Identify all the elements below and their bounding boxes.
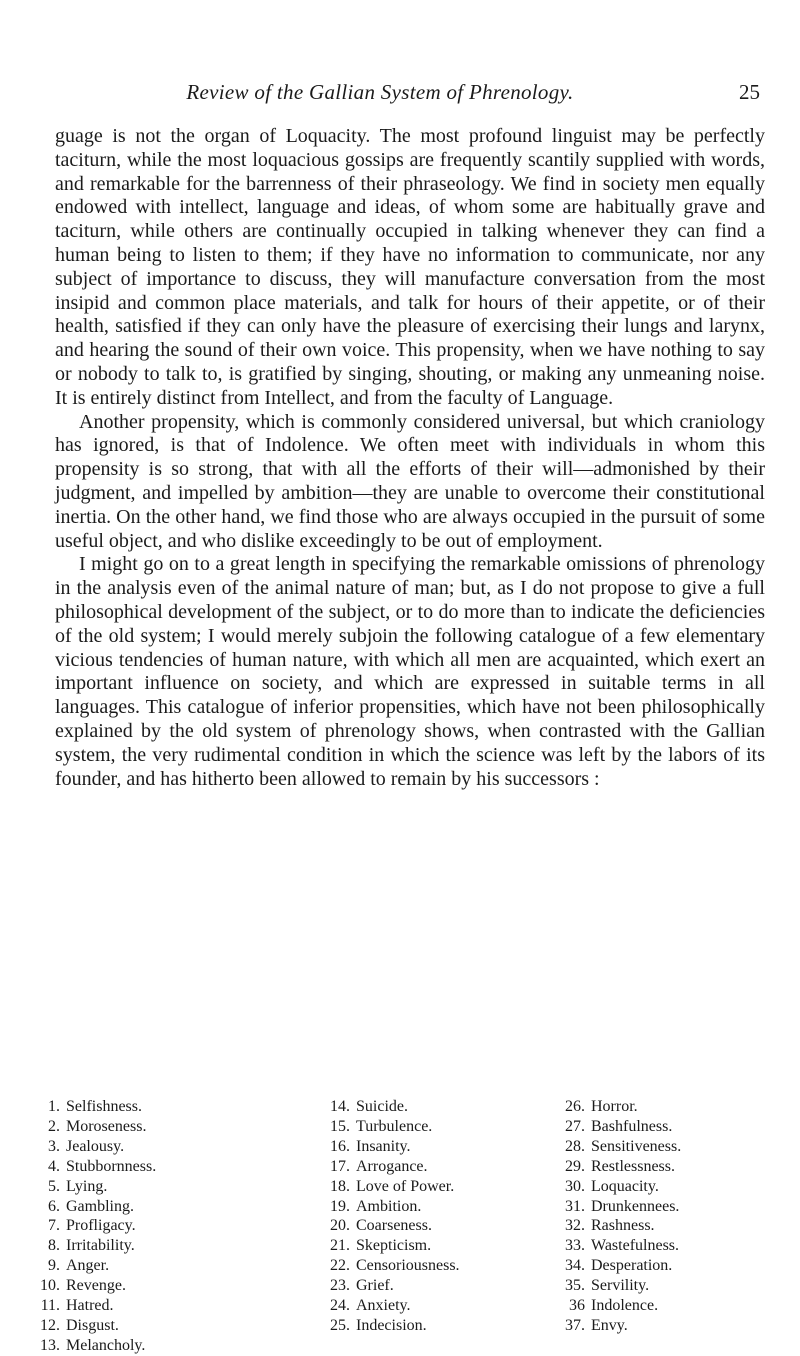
catalogue-column-2 [318, 1097, 548, 1336]
catalogue-column-1 [28, 1097, 268, 1356]
catalogue-item-number: 37. [565, 1316, 585, 1334]
catalogue-item-name: Sensitiveness. [591, 1137, 682, 1155]
catalogue-item-number: 12. [40, 1316, 60, 1334]
catalogue-item-name: Servility. [591, 1277, 650, 1295]
catalogue-item-number: 31. [565, 1197, 585, 1215]
catalogue-item [28, 1137, 268, 1157]
paragraph: Another propensity, which is commonly considered universal, but which craniology has ignored, is that of Indolence. We often meet with individuals in whom this propensity is so strong, that with all the efforts of their will—admonished by their judgment, and impelled by ambition—they are unable to overcome their constitutional inertia. On the other hand, we find those who are always occupied in the pursuit of some useful object, and who dislike exceedingly to be out of employment. [55, 410, 765, 552]
catalogue-item [318, 1316, 548, 1336]
catalogue-item-name: Indecision. [356, 1316, 427, 1334]
catalogue-item-name: Stubbornness. [66, 1157, 157, 1175]
catalogue-item-name: Loquacity. [591, 1177, 659, 1195]
catalogue-item [28, 1117, 268, 1137]
catalogue-item-name: Hatred. [66, 1297, 114, 1315]
catalogue-item-number: 5. [48, 1177, 60, 1195]
catalogue-item-number: 23. [330, 1277, 350, 1295]
catalogue-item-number: 24. [330, 1297, 350, 1315]
catalogue-item-name: Restlessness. [591, 1157, 675, 1175]
catalogue-item-name: Suicide. [356, 1098, 408, 1115]
catalogue-item-number: 30. [565, 1177, 585, 1195]
catalogue-item [553, 1216, 783, 1236]
catalogue-item [553, 1296, 783, 1316]
catalogue-item-name: Horror. [591, 1098, 638, 1115]
catalogue-item-name: Gambling. [66, 1197, 134, 1215]
body-text [55, 125, 765, 791]
catalogue-item [318, 1236, 548, 1256]
catalogue-item [28, 1177, 268, 1197]
catalogue-item-number: 36 [569, 1297, 585, 1315]
catalogue-item-name: Wastefulness. [591, 1237, 680, 1255]
catalogue-item [553, 1137, 783, 1157]
catalogue-item-name: Envy. [591, 1316, 628, 1334]
catalogue-item-number: 22. [330, 1257, 350, 1275]
catalogue-item-name: Insanity. [356, 1137, 411, 1155]
catalogue-item [318, 1216, 548, 1236]
catalogue-item-number: 35. [565, 1277, 585, 1295]
catalogue-item-number: 25. [330, 1316, 350, 1334]
catalogue-item [28, 1296, 268, 1316]
page-header [0, 80, 800, 110]
catalogue-item-number: 26. [565, 1098, 585, 1115]
catalogue-item-number: 2. [48, 1117, 60, 1135]
catalogue-item-number: 10. [40, 1277, 60, 1295]
catalogue-item-name: Melancholy. [66, 1336, 146, 1354]
catalogue-item-name: Lying. [66, 1177, 108, 1195]
catalogue-item-number: 14. [330, 1098, 350, 1115]
catalogue-item [28, 1316, 268, 1336]
catalogue-item-number: 8. [48, 1237, 60, 1255]
catalogue-item [318, 1296, 548, 1316]
catalogue-item-name: Ambition. [356, 1197, 422, 1215]
catalogue-item-name: Rashness. [591, 1217, 655, 1235]
catalogue-item-number: 18. [330, 1177, 350, 1195]
catalogue-item-name: Skepticism. [356, 1237, 432, 1255]
catalogue-item-number: 34. [565, 1257, 585, 1275]
catalogue-item-number: 27. [565, 1117, 585, 1135]
catalogue-item [318, 1157, 548, 1177]
catalogue-item [318, 1097, 548, 1117]
catalogue-item [553, 1256, 783, 1276]
catalogue-item [553, 1117, 783, 1137]
catalogue-item-number: 16. [330, 1137, 350, 1155]
running-title: Review of the Gallian System of Phrenology. [186, 80, 574, 104]
catalogue-item-name: Bashfulness. [591, 1117, 673, 1135]
catalogue-item-number: 13. [40, 1336, 60, 1354]
catalogue-item [553, 1197, 783, 1217]
paragraph: I might go on to a great length in specifying the remarkable omissions of phrenology in the analysis even of the animal nature of man; but, as I do not propose to give a full philosophical development of the subject, or to do more than to indicate the deficiencies of the old system; I would merely subjoin the following catalogue of a few elementary vicious tendencies of human nature, with which all men are acquainted, which exert an important influence on society, and which are expressed in suitable terms in all languages. This catalogue of inferior propensities, which have not been philosophically explained by the old system of phrenology shows, when contrasted with the Gallian system, the very rudimental condition in which the science was left by the labors of its founder, and has hitherto been allowed to remain by his successors : [55, 553, 765, 790]
catalogue-item [553, 1236, 783, 1256]
catalogue-item-number: 4. [48, 1157, 60, 1175]
catalogue-item-name: Arrogance. [356, 1157, 428, 1175]
catalogue-item [28, 1097, 268, 1117]
catalogue-item [318, 1137, 548, 1157]
catalogue-item-name: Indolence. [591, 1297, 659, 1315]
catalogue-item-name: Jealousy. [66, 1137, 125, 1155]
catalogue-item-name: Disgust. [66, 1316, 119, 1334]
catalogue-item [318, 1256, 548, 1276]
catalogue-item-name: Love of Power. [356, 1177, 455, 1195]
catalogue-item-name: Irritability. [66, 1237, 135, 1255]
catalogue-item-name: Selfishness. [66, 1098, 142, 1115]
catalogue-item-name: Turbulence. [356, 1117, 433, 1135]
catalogue-item-name: Censoriousness. [356, 1257, 460, 1275]
catalogue-item-number: 29. [565, 1157, 585, 1175]
catalogue-item-number: 20. [330, 1217, 350, 1235]
catalogue-item-name: Desperation. [591, 1257, 673, 1275]
catalogue-item [28, 1276, 268, 1296]
catalogue-item-name: Revenge. [66, 1277, 126, 1295]
catalogue-item [28, 1236, 268, 1256]
catalogue-item-number: 1. [48, 1098, 60, 1115]
catalogue-item-name: Moroseness. [66, 1117, 147, 1135]
catalogue-item [28, 1256, 268, 1276]
catalogue-item [28, 1157, 268, 1177]
catalogue-item-name: Drunkennees. [591, 1197, 680, 1215]
catalogue-item [553, 1316, 783, 1336]
catalogue-item-name: Anger. [66, 1257, 110, 1275]
catalogue-item-number: 32. [565, 1217, 585, 1235]
catalogue-item [318, 1177, 548, 1197]
catalogue-item-name: Coarseness. [356, 1217, 432, 1235]
catalogue-item-number: 21. [330, 1237, 350, 1255]
catalogue-item [28, 1336, 268, 1356]
catalogue-item [553, 1276, 783, 1296]
catalogue-item [318, 1276, 548, 1296]
catalogue-item-number: 28. [565, 1137, 585, 1155]
catalogue-item-number: 9. [48, 1257, 60, 1275]
catalogue-item-name: Anxiety. [356, 1297, 411, 1315]
catalogue-item-number: 6. [48, 1197, 60, 1215]
catalogue-item-number: 33. [565, 1237, 585, 1255]
catalogue-item-name: Grief. [356, 1277, 394, 1295]
paragraph: guage is not the organ of Loquacity. The most profound linguist may be perfectly taciturn, while the most loquacious gossips are frequently scantily supplied with words, and remarkable for the barrenness of their phraseology. We find in society men equally endowed with intellect, language and ideas, of whom some are habitually grave and taciturn, while others are continually occupied in talking whenever they can find a human being to listen to them; if they have no information to communicate, nor any subject of importance to discuss, they will manufacture conversation from the most insipid and common place materials, and talk for hours of their appetite, or of their health, satisfied if they can only have the pleasure of exercising their lungs and larynx, and hearing the sound of their own voice. This propensity, when we have nothing to say or nobody to talk to, is gratified by singing, shouting, or making any unmeaning noise. It is entirely distinct from Intellect, and from the faculty of Language. [55, 125, 765, 409]
catalogue-item [28, 1197, 268, 1217]
catalogue-item-number: 7. [48, 1217, 60, 1235]
catalogue-item-name: Profligacy. [66, 1217, 136, 1235]
catalogue-item [553, 1177, 783, 1197]
catalogue-item-number: 11. [40, 1297, 60, 1315]
catalogue-column-3 [553, 1097, 783, 1336]
catalogue-item-number: 15. [330, 1117, 350, 1135]
catalogue-item [318, 1197, 548, 1217]
catalogue-item [318, 1117, 548, 1137]
catalogue-item-number: 19. [330, 1197, 350, 1215]
catalogue-item [553, 1157, 783, 1177]
catalogue-item-number: 17. [330, 1157, 350, 1175]
page-number: 25 [739, 80, 760, 104]
catalogue-item [28, 1216, 268, 1236]
catalogue-item [553, 1097, 783, 1117]
catalogue-item-number: 3. [48, 1137, 60, 1155]
